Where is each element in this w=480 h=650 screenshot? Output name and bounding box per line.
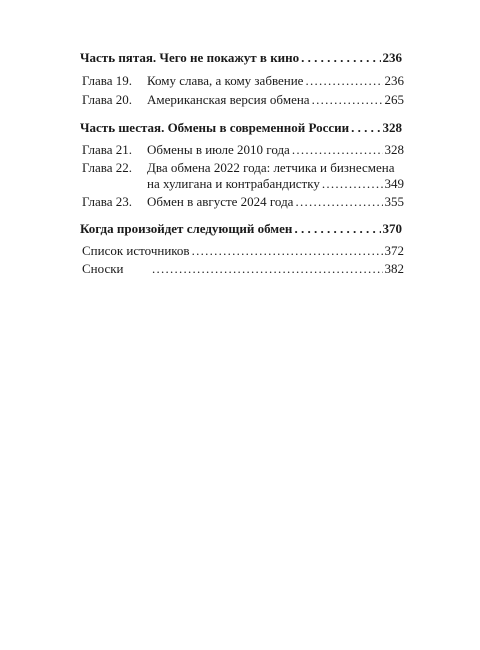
toc-page-number: 349 xyxy=(384,176,404,191)
chapter-title-line-1: Два обмена 2022 года: летчика и бизнесмена xyxy=(147,160,395,175)
dot-leader xyxy=(294,221,380,237)
dot-leader xyxy=(292,142,383,158)
chapter-number: Глава 20. xyxy=(82,92,133,107)
toc-page-number: 382 xyxy=(384,261,404,276)
chapter-title: Американская версия обмена xyxy=(147,92,310,107)
toc-part-6 xyxy=(80,120,402,136)
chapter-title: Обмен в августе 2024 года xyxy=(147,194,294,209)
toc-page-number: 236 xyxy=(382,50,402,65)
chapter-title-line-2: на хулигана и контрабандистку xyxy=(147,176,320,191)
toc-sources xyxy=(80,243,404,259)
toc-chapter-22-continued xyxy=(80,176,404,192)
toc-chapter-19 xyxy=(80,73,404,89)
toc-part-title: Часть пятая. Чего не покажут в кино xyxy=(80,50,300,65)
dot-leader xyxy=(192,243,383,259)
toc-chapter-21 xyxy=(80,142,404,158)
toc-part-title: Когда произойдет следующий обмен xyxy=(80,221,293,236)
dot-leader xyxy=(295,194,382,210)
toc-page-number: 370 xyxy=(382,221,402,236)
dot-leader xyxy=(305,73,382,89)
toc-part-title: Часть шестая. Обмены в современной России xyxy=(80,120,350,135)
toc-part-5 xyxy=(80,50,402,66)
toc-page-number: 372 xyxy=(384,243,404,258)
chapter-number: Глава 19. xyxy=(82,73,133,88)
toc-item-title: Сноски xyxy=(82,261,124,276)
toc-page-number: 355 xyxy=(384,194,404,209)
chapter-number: Глава 21. xyxy=(82,142,133,157)
toc-chapter-22 xyxy=(80,160,404,176)
toc-page-number: 265 xyxy=(384,92,404,107)
chapter-number: Глава 23. xyxy=(82,194,133,209)
chapter-title: Кому слава, а кому забвение xyxy=(147,73,304,88)
toc-footnotes xyxy=(80,261,404,277)
toc-page-number: 328 xyxy=(384,142,404,157)
toc-page-number: 328 xyxy=(382,120,402,135)
chapter-title: Обмены в июле 2010 года xyxy=(147,142,290,157)
dot-leader xyxy=(152,261,383,277)
chapter-number: Глава 22. xyxy=(82,160,133,175)
toc-item-title: Список источников xyxy=(82,243,190,258)
toc-chapter-23 xyxy=(80,194,404,210)
dot-leader xyxy=(312,92,383,108)
dot-leader xyxy=(301,50,380,66)
dot-leader xyxy=(322,176,383,192)
toc-page-number: 236 xyxy=(384,73,404,88)
toc-final-section xyxy=(80,221,402,237)
dot-leader xyxy=(351,120,380,136)
toc-chapter-20 xyxy=(80,92,404,108)
